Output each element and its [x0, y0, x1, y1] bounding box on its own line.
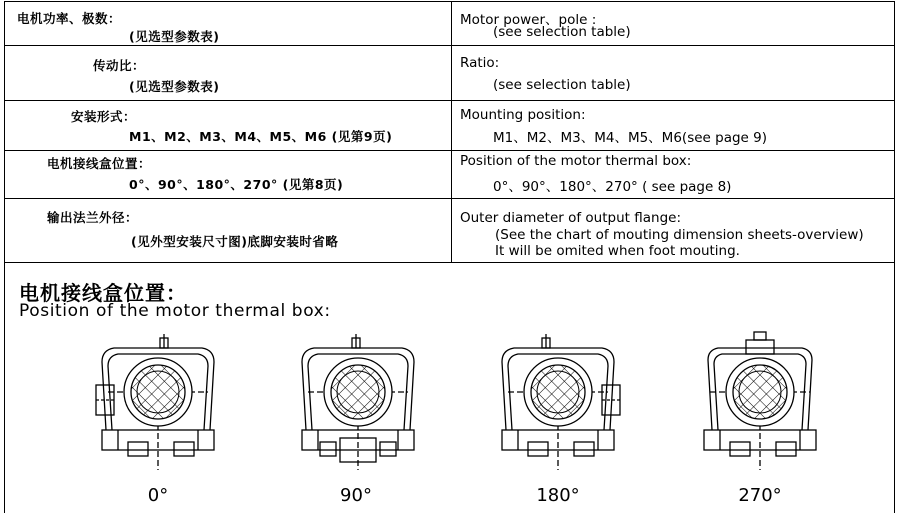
cn-detail: 0°、90°、180°、270° (见第8页) [129, 177, 344, 192]
angle-label-0: 0° [147, 485, 169, 506]
angle-label-270: 270° [738, 485, 782, 506]
cn-title: 安装形式： [71, 109, 137, 124]
cn-detail: (见选型参数表) [129, 29, 220, 44]
en-title: Mounting position: [460, 107, 586, 123]
cn-detail: M1、M2、M3、M4、M5、M6 (见第9页) [129, 129, 393, 144]
motor-view-270-drawing [690, 330, 830, 480]
cn-title: 输出法兰外径： [47, 210, 139, 225]
section-title-en: Position of the motor thermal box: [19, 301, 331, 321]
en-detail: M1、M2、M3、M4、M5、M6(see page 9) [493, 130, 767, 146]
cn-detail: (见选型参数表) [129, 79, 220, 94]
en-detail-2: It will be omited when foot mouting. [495, 243, 740, 259]
cn-title: 电机功率、极数： [17, 11, 122, 26]
motor-view-180-drawing [488, 330, 628, 480]
en-title: Ratio: [460, 55, 500, 71]
motor-view-0-drawing [88, 330, 228, 480]
en-title: Motor power、pole : [460, 12, 597, 28]
spec-row-ratio [5, 46, 894, 101]
en-detail-1: (See the chart of mouting dimension sheets-overview) [495, 227, 864, 243]
spec-row-flange [5, 199, 894, 262]
cn-title: 传动比： [93, 58, 146, 73]
en-title: Outer diameter of output flange: [460, 210, 681, 226]
spec-table [4, 1, 895, 263]
angle-label-90: 90° [340, 485, 372, 506]
cn-detail: (见外型安装尺寸图)底脚安装时省略 [131, 234, 339, 249]
en-detail: (see selection table) [493, 24, 631, 40]
en-detail: 0°、90°、180°、270° ( see page 8) [493, 179, 732, 195]
cn-title: 电机接线盒位置： [47, 156, 152, 171]
spec-row-mounting [5, 101, 894, 151]
spec-row-thermal-box [5, 151, 894, 199]
en-detail: (see selection table) [493, 77, 631, 93]
motor-view-90-drawing [288, 330, 428, 480]
angle-label-180: 180° [536, 485, 580, 506]
en-title: Position of the motor thermal box: [460, 153, 692, 169]
section-title-cn: 电机接线盒位置： [19, 281, 187, 305]
spec-row-power [5, 2, 894, 46]
